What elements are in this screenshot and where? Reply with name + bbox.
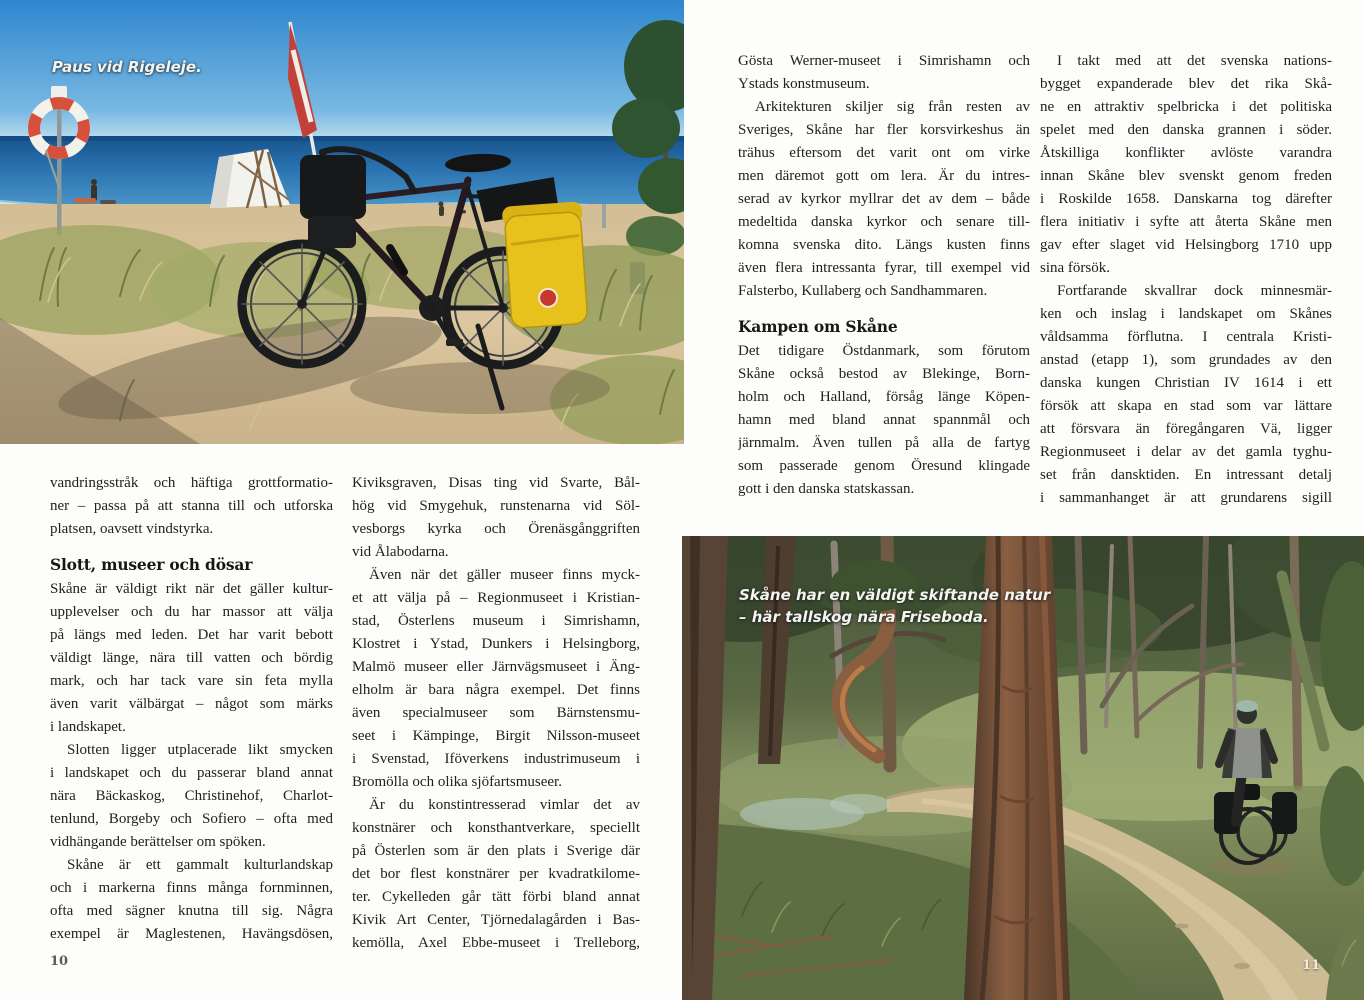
text-line: innan Skåne blev svenskt genom freden — [1040, 168, 1332, 184]
text-line: hamn med bland annat spannmål och — [738, 412, 1030, 428]
text-line: vid Ålabodarna. — [352, 544, 449, 560]
photo-caption-right — [739, 584, 1050, 628]
text-line: Arkitekturen skiljer sig från resten av — [755, 99, 1030, 115]
text-line: hög vid Smygehuk, runstenarna vid Söl- — [352, 498, 640, 514]
text-line: Kiviksgraven, Disas ting vid Svarte, Bål- — [352, 475, 640, 491]
text-line: Regionmuseet i delar av det gamla tyghu- — [1040, 444, 1332, 460]
text-line: Gösta Werner-museet i Simrishamn och — [738, 53, 1030, 69]
text-line: seet i Kämpinge, Birgit Nilsson-museet — [352, 728, 640, 744]
text-line: Skåne är ett gammalt kulturlandskap — [67, 857, 333, 873]
text-line: i Svenstad, Iföverkens industrimuseum i — [352, 751, 640, 767]
right-page-column-2 — [1040, 50, 1332, 510]
left-page-column-2 — [352, 472, 640, 955]
text-line: et att välja på – Regionmuseet i Kristian- — [352, 590, 640, 606]
photo-caption-right-line1: Skåne har en väldigt skiftande natur — [739, 586, 1051, 604]
text-line: järnmalm. Även tullen på alla de fartyg — [738, 435, 1030, 451]
text-line: konstnärer och konsthantverkare, speciellt — [352, 820, 640, 836]
text-line: i Roskilde 1658. Danskarna tog därefter — [1040, 191, 1332, 207]
cyclist-helmet — [1236, 700, 1258, 712]
text-line: på längs med leden. Det har varit bebott — [50, 627, 333, 643]
text-line: Falsterbo, Kullaberg och Sandhammaren. — [738, 283, 988, 299]
text-line: danska kungen Christian IV 1614 i ett — [1040, 375, 1332, 391]
photo-caption-right-line2: – här tallskog nära Friseboda. — [739, 608, 989, 626]
text-line: Slotten ligger utplacerade likt smycken — [67, 742, 333, 758]
text-line: våldsamma förflutna. I centrala Kristi- — [1040, 329, 1332, 345]
text-line: Malmö museer eller Järnvägsmuseet i Äng- — [352, 659, 640, 675]
text-line: tenlund, Borgeby och Sofiero – ofta med — [50, 811, 333, 827]
text-line: ken och inslag i landskapet om Skånes — [1040, 306, 1332, 322]
text-line: ne en attraktiv spelbricka i det politiska — [1040, 99, 1332, 115]
text-line: Även när det gäller museer finns myck- — [369, 567, 640, 583]
text-line: och i markerna finns många fornminnen, — [50, 880, 333, 896]
text-line: i landskapet och du passerar bland annat — [50, 765, 333, 781]
text-line: nära Bäckaskog, Christinehof, Charlot- — [50, 788, 333, 804]
text-line: i landskapet. — [50, 719, 126, 735]
text-line: elholm är bara några exempel. Det finns — [352, 682, 640, 698]
text-line: Bromölla och olika sjöfartsmuseer. — [352, 774, 562, 790]
text-line: ner – passa på att stanna till och utforska — [50, 498, 333, 514]
text-line: mark, och har tack vare sin feta mylla — [50, 673, 333, 689]
text-line: kemölla, Axel Ebbe-museet i Trelleborg, — [352, 935, 640, 951]
text-line: platsen, oavsett vindstyrka. — [50, 521, 214, 537]
text-line: Åtskilliga konflikter avlöste varandra — [1040, 145, 1332, 161]
text-line: spelet med den danska grannen i söder. — [1040, 122, 1332, 138]
post — [602, 204, 606, 228]
text-line: att försvara än föregångaren Vä, ligger — [1040, 421, 1332, 437]
text-line: Klostret i Ystad, Dunkers i Helsingborg, — [352, 636, 640, 652]
text-line: upplevelser och du har massor att välja — [50, 604, 333, 620]
text-line: flera initiativ i syfte att återta Skåne men — [1040, 214, 1332, 230]
text-line: vesborgs kyrka och Örenäsgånggriften — [352, 521, 640, 537]
text-line: väldigt länge, nära till vatten och bördig — [50, 650, 333, 666]
text-line: gav efter slaget vid Helsingborg 1710 upp — [1040, 237, 1332, 253]
photo-caption-left: Paus vid Rigeleje. — [52, 58, 202, 76]
section-heading: Kampen om Skåne — [738, 317, 898, 336]
text-line: Skåne också bestod av Blekinge, Born- — [738, 366, 1030, 382]
text-line: medeltida danska kyrkor och senare till- — [738, 214, 1030, 230]
text-line: som passerade genom Öresund klingade — [738, 458, 1030, 474]
text-line: vandringsstråk och häftiga grottformatio- — [50, 475, 333, 491]
text-line: komna svenska dito. Längs kusten finns — [738, 237, 1030, 253]
forest-photo — [682, 536, 1364, 1000]
right-page-column-1 — [738, 50, 1030, 501]
text-line: i sammanhanget är att grundarens sigill — [1040, 490, 1332, 506]
text-line: Är du konstintresserad vimlar det av — [369, 797, 640, 813]
text-line: även flera intressanta fyrar, till exempel vid — [738, 260, 1030, 276]
page-number-right: 11 — [1302, 958, 1321, 973]
text-line: ter. Cykelleden går tätt förbi bland annat — [352, 889, 640, 905]
cyclist-leg — [1236, 772, 1242, 822]
text-line: holm och Halland, försåg länge Köpen- — [738, 389, 1030, 405]
text-line: på Österlen som är den plats i Sverige där — [352, 843, 640, 859]
text-line: ofta med sägner knutna till sig. Några — [50, 903, 333, 919]
beach-photo — [0, 0, 684, 444]
left-page-column-1 — [50, 472, 333, 946]
text-line: Skåne är väldigt rikt när det gäller kultur- — [50, 581, 333, 597]
text-line: men däremot gott om lera. Är du intres- — [738, 168, 1030, 184]
text-line: trähus eftersom det varit ont om virke — [738, 145, 1030, 161]
text-line: det bor flest konstnärer per kvadratkilome- — [352, 866, 640, 882]
text-line: även varit välbärgat – något som märks — [50, 696, 333, 712]
text-line: serad av kyrkor myllrar det av dem – både — [738, 191, 1030, 207]
horizon-line — [0, 136, 684, 141]
text-line: Ystads konstmuseum. — [738, 76, 870, 92]
text-line: försök att skapa en stad som var lättare — [1040, 398, 1332, 414]
text-line: Kivik Art Center, Tjörnedalagården i Bas- — [352, 912, 640, 928]
text-line: sina försök. — [1040, 260, 1110, 276]
text-line: set från dansktiden. En intressant detalj — [1040, 467, 1332, 483]
text-line: gott i den danska statskassan. — [738, 481, 915, 497]
text-line: exempel är Maglestenen, Havängsdösen, — [50, 926, 333, 942]
text-line: Fortfarande skvallrar dock minnesmär- — [1057, 283, 1332, 299]
text-line: bygget expanderade blev det rika Skå- — [1040, 76, 1332, 92]
text-line: anstad (etapp 1), som grundades av den — [1040, 352, 1332, 368]
text-line: även specialmuseer som Bärnstensmu- — [352, 705, 640, 721]
text-line: I takt med att det svenska nations- — [1057, 53, 1332, 69]
text-line: Sveriges, Skåne har fler korsvirkeshus än — [738, 122, 1030, 138]
page-number-left: 10 — [50, 954, 69, 969]
text-line: stad, Österlens museum i Simrishamn, — [352, 613, 640, 629]
section-heading: Slott, museer och dösar — [50, 555, 253, 574]
text-line: Det tidigare Östdanmark, som förutom — [738, 343, 1030, 359]
text-line: vidhängande berättelser om spöken. — [50, 834, 266, 850]
